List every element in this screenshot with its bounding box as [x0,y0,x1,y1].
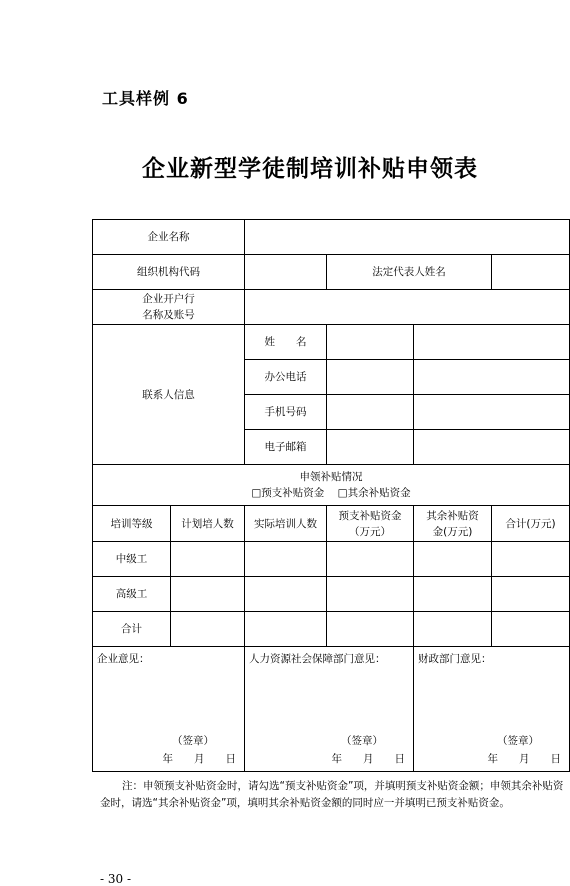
table-cell[interactable] [414,612,492,647]
office-phone-field-a[interactable] [327,360,414,395]
hr-seal: （签章） [341,735,383,747]
legal-rep-label: 法定代表人姓名 [327,255,492,290]
table-cell[interactable] [327,612,414,647]
office-phone-label: 办公电话 [245,360,327,395]
page-number: - 30 - [100,872,132,886]
col-header-prepay-line2: （万元） [349,525,391,538]
other-checkbox[interactable]: □其余补贴资金 [337,487,411,499]
table-cell[interactable] [327,577,414,612]
col-header-other-line1: 其余补贴资 [426,509,479,522]
contact-name-field-a[interactable] [327,325,414,360]
mobile-field-b[interactable] [414,395,570,430]
subsidy-application-form [92,219,570,772]
company-opinion-cell[interactable] [93,647,245,772]
table-cell[interactable] [492,542,570,577]
col-header-actual: 实际培训人数 [245,506,327,542]
hr-opinion-label: 人力资源社会保障部门意见： [249,653,386,665]
prepay-checkbox[interactable]: □预支补贴资金 [251,487,325,499]
table-cell[interactable] [327,542,414,577]
company-name-field[interactable] [245,220,570,255]
row-senior-label: 高级工 [93,577,171,612]
company-date: 年 月 日 [162,753,236,765]
company-seal: （签章） [172,735,214,747]
col-header-level: 培训等级 [93,506,171,542]
contact-name-field-b[interactable] [414,325,570,360]
col-header-total: 合计(万元) [492,506,570,542]
finance-opinion-cell[interactable] [414,647,570,772]
email-field-a[interactable] [327,430,414,465]
table-cell[interactable] [492,577,570,612]
sample-label: 工具样例 6 [102,89,189,108]
legal-rep-field[interactable] [492,255,570,290]
bank-label-line1: 企业开户行 [142,293,195,305]
col-header-other [414,506,492,542]
company-name-label: 企业名称 [93,220,245,255]
col-header-other-line2: 金(万元) [432,525,473,538]
table-cell[interactable] [245,612,327,647]
table-cell[interactable] [245,577,327,612]
hr-date: 年 月 日 [331,753,405,765]
table-cell[interactable] [171,612,245,647]
org-code-label: 组织机构代码 [93,255,245,290]
footnote: 注：申领预支补贴资金时，请勾选“预支补贴资金”项，并填明预支补贴资金额；申领其余补贴资金时，请选“其余补贴资金”项，填明其余补贴资金额的同时应一并填明已预支补贴资金。 [100,780,564,809]
col-header-planned: 计划培人数 [171,506,245,542]
table-cell[interactable] [245,542,327,577]
table-cell[interactable] [414,542,492,577]
finance-seal: （签章） [497,735,539,747]
email-field-b[interactable] [414,430,570,465]
table-cell[interactable] [171,542,245,577]
company-opinion-label: 企业意见： [97,653,150,665]
mobile-label: 手机号码 [245,395,327,430]
subsidy-type-cell [93,465,570,506]
table-cell[interactable] [492,612,570,647]
finance-date: 年 月 日 [487,753,561,765]
table-cell[interactable] [414,577,492,612]
document-title: 企业新型学徒制培训补贴申领表 [142,156,478,182]
col-header-prepay [327,506,414,542]
bank-label-line2: 名称及账号 [142,309,195,321]
office-phone-field-b[interactable] [414,360,570,395]
subsidy-heading: 申领补贴情况 [299,471,363,483]
finance-opinion-label: 财政部门意见： [418,653,492,665]
col-header-prepay-line1: 预支补贴资金 [338,509,402,522]
contact-name-label: 姓 名 [245,325,327,360]
mobile-field-a[interactable] [327,395,414,430]
contact-info-label: 联系人信息 [93,325,245,465]
table-cell[interactable] [171,577,245,612]
hr-opinion-cell[interactable] [245,647,414,772]
org-code-field[interactable] [245,255,327,290]
email-label: 电子邮箱 [245,430,327,465]
bank-account-field[interactable] [245,290,570,325]
row-intermediate-label: 中级工 [93,542,171,577]
bank-account-label [93,290,245,325]
row-total-label: 合计 [93,612,171,647]
